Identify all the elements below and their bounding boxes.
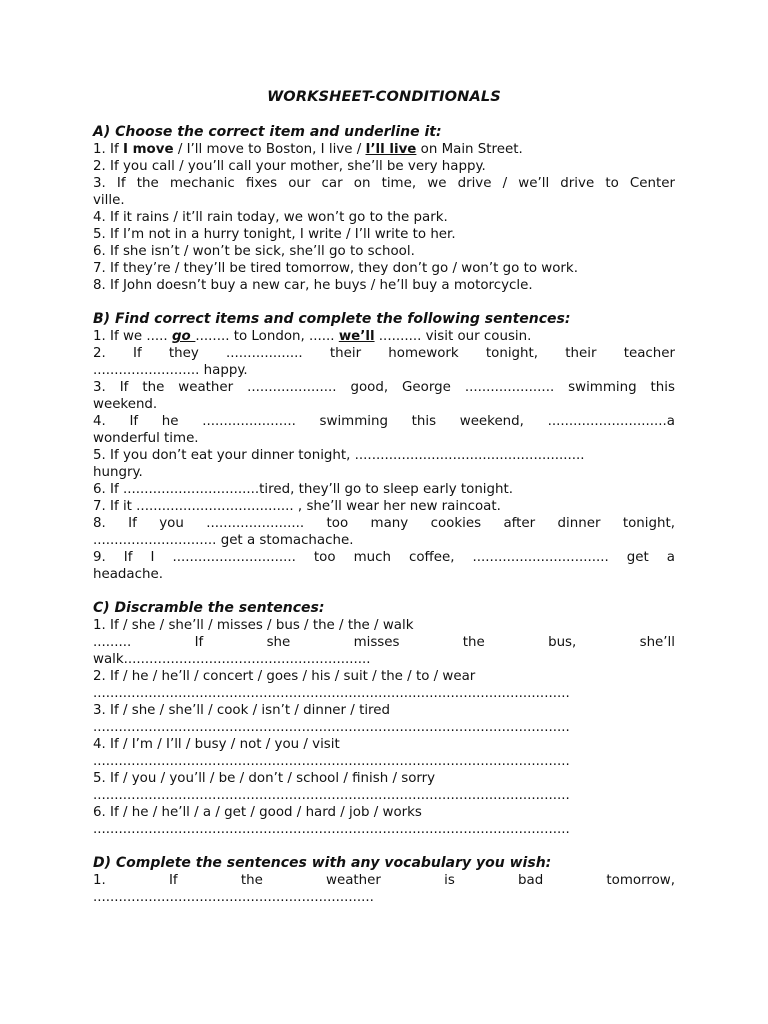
section-b-item-5-cont: hungry. bbox=[93, 465, 143, 480]
section-b-heading: B) Find correct items and complete the following sentences: bbox=[93, 311, 571, 327]
section-b-item-6: 6. If ................................tired, they’ll go to sleep early tonight. bbox=[93, 482, 514, 497]
section-a-item-1: 1. If I move / I’ll move to Boston, I live / I’ll live on Main Street. bbox=[93, 142, 523, 157]
section-c-answer-line-5: ................................................................................................................ bbox=[93, 788, 570, 803]
section-a-item-6: 6. If she isn’t / won’t be sick, she’ll go to school. bbox=[93, 244, 415, 259]
section-a-item-8: 8. If John doesn’t buy a new car, he buys / he’ll buy a motorcycle. bbox=[93, 278, 533, 293]
section-c-item-5: 5. If / you / you’ll / be / don’t / school / finish / sorry bbox=[93, 771, 436, 786]
section-c-answer-1-cont: walk.......................................................... bbox=[93, 652, 371, 667]
section-b-item-2-cont: ......................... happy. bbox=[93, 363, 248, 378]
section-a-heading: A) Choose the correct item and underline it: bbox=[93, 124, 442, 140]
section-a-item-3: 3. If the mechanic fixes our car on time, we drive / we’ll drive to Center bbox=[93, 176, 675, 191]
section-c-item-6: 6. If / he / he’ll / a / get / good / hard / job / works bbox=[93, 805, 422, 820]
section-a-item-4: 4. If it rains / it’ll rain today, we won’t go to the park. bbox=[93, 210, 448, 225]
section-a-item-7: 7. If they’re / they’ll be tired tomorrow, they don’t go / won’t go to work. bbox=[93, 261, 578, 276]
worksheet-content bbox=[93, 88, 675, 906]
section-b-item-2: 2. If they .................. their homework tonight, their teacher bbox=[93, 346, 675, 361]
section-b-item-9-cont: headache. bbox=[93, 567, 163, 582]
section-b-item-4-cont: wonderful time. bbox=[93, 431, 199, 446]
section-b-item-3-cont: weekend. bbox=[93, 397, 158, 412]
section-c-item-1: 1. If / she / she’ll / misses / bus / the / the / walk bbox=[93, 618, 414, 633]
section-b-item-8-cont: ............................. get a stomachache. bbox=[93, 533, 354, 548]
section-b-item-3: 3. If the weather ..................... good, George ..................... swimming this bbox=[93, 380, 675, 395]
section-c-item-4: 4. If / I’m / I’ll / busy / not / you / visit bbox=[93, 737, 340, 752]
section-c-item-3: 3. If / she / she’ll / cook / isn’t / dinner / tired bbox=[93, 703, 390, 718]
section-c-answer-line-4: ................................................................................................................ bbox=[93, 754, 570, 769]
section-b-item-7: 7. If it ..................................... , she’ll wear her new raincoat. bbox=[93, 499, 501, 514]
section-a-item-3-cont: ville. bbox=[93, 193, 125, 208]
section-d-heading: D) Complete the sentences with any vocabulary you wish: bbox=[93, 855, 552, 871]
section-b-item-4: 4. If he ...................... swimming this weekend, ............................a bbox=[93, 414, 675, 429]
section-c-answer-line-3: ................................................................................................................ bbox=[93, 720, 570, 735]
section-c-item-2: 2. If / he / he’ll / concert / goes / his / suit / the / to / wear bbox=[93, 669, 476, 684]
section-d-item-1: 1. If the weather is bad tomorrow, bbox=[93, 873, 675, 888]
section-c-heading: C) Discramble the sentences: bbox=[93, 600, 325, 616]
section-b-item-9: 9. If I ............................. too much coffee, ................................ get a bbox=[93, 550, 675, 565]
section-c-answer-1: ......... If she misses the bus, she’ll bbox=[93, 635, 675, 650]
section-c-answer-line-2: ................................................................................................................ bbox=[93, 686, 570, 701]
worksheet-title: WORKSHEET-CONDITIONALS bbox=[267, 88, 501, 105]
section-c-answer-line-6: ................................................................................................................ bbox=[93, 822, 570, 837]
section-d-answer-line-1: .................................................................. bbox=[93, 890, 374, 905]
section-b-item-8: 8. If you ....................... too many cookies after dinner tonight, bbox=[93, 516, 675, 531]
section-a-item-2: 2. If you call / you’ll call your mother, she’ll be very happy. bbox=[93, 159, 486, 174]
section-b-item-1: 1. If we ..... go ........ to London, ...... we’ll .......... visit our cousin. bbox=[93, 329, 532, 344]
section-b-item-5: 5. If you don’t eat your dinner tonight, ...................................................... bbox=[93, 448, 585, 463]
section-a-item-5: 5. If I’m not in a hurry tonight, I write / I’ll write to her. bbox=[93, 227, 456, 242]
